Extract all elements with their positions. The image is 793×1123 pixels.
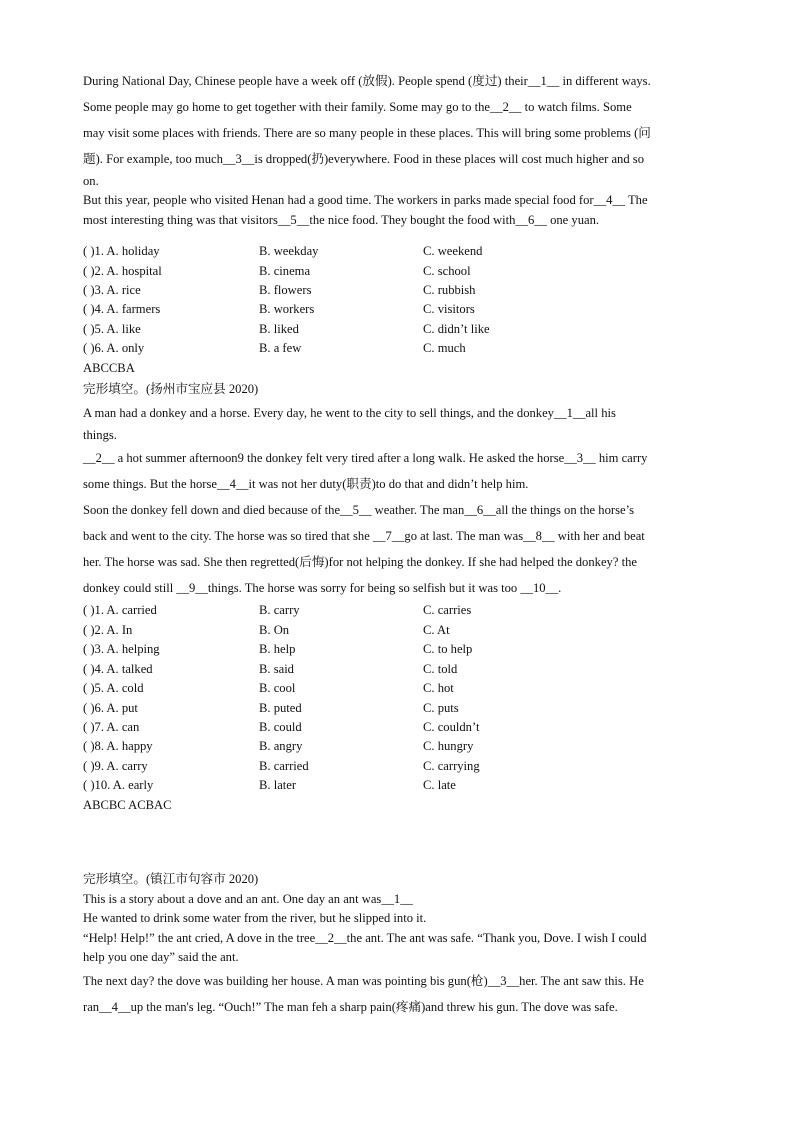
passage-2	[83, 400, 723, 601]
passage-line: some things. But the horse__4__it was not her duty(职责)to do that and didn’t help him.	[83, 477, 529, 492]
section-heading-2: 完形填空。(扬州市宝应县 2020)	[83, 382, 259, 397]
option-row: ( )8. A. happy B. angry C. hungry	[83, 739, 474, 754]
passage-3	[83, 890, 723, 1020]
option-row: ( )1. A. carried B. carry C. carries	[83, 603, 472, 618]
option-row: ( )2. A. In B. On C. At	[83, 622, 450, 637]
passage-line: Some people may go home to get together with their family. Some may go to the__2__ to watch films. Some	[83, 100, 632, 114]
passage-line: on.	[83, 174, 99, 188]
document-page	[83, 68, 723, 1020]
answer-key-1: ABCCBA	[83, 360, 135, 375]
option-row: ( )5. A. like B. liked C. didn’t like	[83, 321, 490, 336]
option-row: ( )1. A. holiday B. weekday C. weekend	[83, 244, 483, 259]
passage-line: But this year, people who visited Henan had a good time. The workers in parks made special food for__4__ The	[83, 193, 648, 208]
option-row: ( )4. A. talked B. said C. told	[83, 661, 458, 676]
passage-line: most interesting thing was that visitors__5__the nice food. They bought the food with__6__ one yuan.	[83, 212, 600, 227]
passage-line: help you one day” said the ant.	[83, 950, 239, 965]
option-row: ( )10. A. early B. later C. late	[83, 778, 456, 793]
passage-line: “Help! Help!” the ant cried, A dove in the tree__2__the ant. The ant was safe. “Thank you, Dove. I wish I could	[83, 930, 647, 945]
option-row: ( )5. A. cold B. cool C. hot	[83, 681, 454, 696]
passage-line: __2__ a hot summer afternoon9 the donkey felt very tired after a long walk. He asked the horse__3__ him carry	[83, 451, 648, 466]
passage-line: back and went to the city. The horse was so tired that she __7__go at last. The man was__8__ with her and beat	[83, 529, 645, 544]
passage-line: donkey could still __9__things. The horse was sorry for being so selfish but it was too __10__.	[83, 581, 562, 596]
passage-line: ran__4__up the man's leg. “Ouch!” The man feh a sharp pain(疼痛)and threw his gun. The dove was safe.	[83, 999, 618, 1014]
answer-key-2: ABCBC ACBAC	[83, 797, 172, 812]
passage-line: her. The horse was sad. She then regretted(后悔)for not helping the donkey. If she had helped the donkey? the	[83, 555, 637, 570]
option-row: ( )9. A. carry B. carried C. carrying	[83, 758, 480, 773]
passage-line: may visit some places with friends. There are so many people in these places. This will bring some problems (问	[83, 126, 651, 140]
option-row: ( )4. A. farmers B. workers C. visitors	[83, 302, 475, 317]
passage-line: 题). For example, too much__3__is dropped(扔)everywhere. Food in these places will cost much higher and so	[83, 152, 644, 166]
options-1	[83, 242, 723, 358]
option-row: ( )6. A. put B. puted C. puts	[83, 700, 459, 715]
option-row: ( )7. A. can B. could C. couldn’t	[83, 719, 480, 734]
passage-line: Soon the donkey fell down and died because of the__5__ weather. The man__6__all the things on the horse’s	[83, 503, 634, 518]
option-row: ( )2. A. hospital B. cinema C. school	[83, 263, 471, 278]
option-row: ( )6. A. only B. a few C. much	[83, 341, 466, 356]
passage-1	[83, 68, 723, 230]
passage-line: He wanted to drink some water from the river, but he slipped into it.	[83, 911, 427, 926]
option-row: ( )3. A. helping B. help C. to help	[83, 642, 473, 657]
passage-line: A man had a donkey and a horse. Every day, he went to the city to sell things, and the donkey__1__all his	[83, 406, 616, 421]
passage-line: things.	[83, 428, 117, 443]
options-2	[83, 601, 723, 795]
passage-line: During National Day, Chinese people have a week off (放假). People spend (度过) their__1__ in different ways.	[83, 74, 651, 88]
passage-line: This is a story about a dove and an ant. One day an ant was__1__	[83, 891, 413, 906]
section-heading-3: 完形填空。(镇江市句容市 2020)	[83, 871, 259, 886]
passage-line: The next day? the dove was building her house. A man was pointing bis gun(枪)__3__her. The ant saw this. He	[83, 973, 644, 988]
option-row: ( )3. A. rice B. flowers C. rubbish	[83, 283, 476, 298]
